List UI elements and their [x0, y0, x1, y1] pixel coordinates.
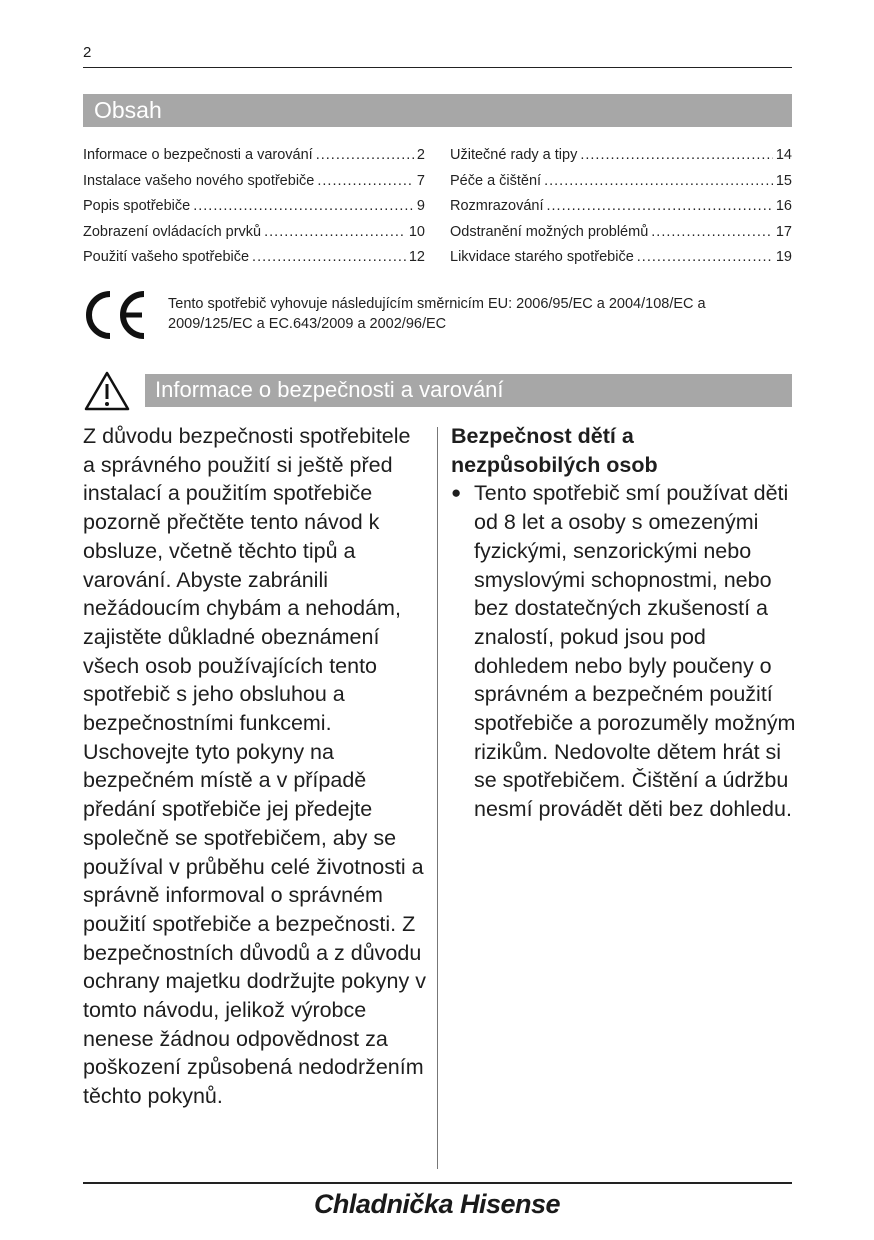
toc-entry[interactable] — [450, 249, 792, 275]
column-divider — [437, 427, 438, 1169]
toc-entry-label: Zobrazení ovládacích prvků — [83, 223, 262, 240]
toc-header-bar — [83, 94, 792, 127]
toc-entry-page: 17 — [775, 223, 792, 240]
toc-entry-label: Informace o bezpečnosti a varování — [83, 147, 313, 163]
toc-entry-page: 14 — [775, 147, 792, 163]
safety-section-title: Informace o bezpečnosti a varování — [155, 377, 504, 402]
toc-entry-page: 12 — [408, 249, 425, 265]
toc-entry[interactable] — [83, 147, 425, 173]
page-number: 2 — [83, 44, 92, 61]
footer-title: Chladnička Hisense — [313, 1189, 561, 1219]
toc-entry-label: Užitečné rady a tipy — [450, 147, 578, 163]
toc-entry[interactable] — [450, 147, 792, 173]
children-safety-heading: Bezpečnost dětí a nezpůsobilých osob — [451, 424, 658, 477]
list-item — [451, 479, 796, 823]
children-safety-section — [451, 422, 796, 824]
toc-left-column — [83, 147, 425, 275]
top-divider — [83, 67, 792, 68]
children-safety-text: Tento spotřebič smí používat děti od 8 let a osoby s omezenými fyzickými, senzorickými nebo smyslovými schopnostmi, nebo bez dostatečných zkušeností a znalostí, pokud jsou pod dohledem nebo byly poučeny o správném a bezpečném použití spotřebiče a porozuměly možným rizikům. Nedovolte dětem hrát si se spotřebičem. Čištění a údržbu nesmí provádět děti bez dohledu. — [474, 481, 796, 822]
toc-entry[interactable] — [450, 198, 792, 224]
toc-title: Obsah — [94, 97, 162, 123]
toc-entry-label: Odstranění možných problémů — [450, 223, 649, 240]
toc-entry[interactable] — [450, 173, 792, 199]
toc-entry-label: Rozmrazování — [450, 198, 544, 214]
toc-entry[interactable] — [83, 198, 425, 224]
ce-mark-icon — [82, 290, 152, 340]
toc-entry-label: Použití vašeho spotřebiče — [83, 249, 250, 265]
toc-entry-label: Popis spotřebiče — [83, 198, 191, 214]
toc-entry-page: 16 — [775, 198, 792, 214]
toc-entry-label: Likvidace starého spotřebiče — [450, 249, 634, 265]
toc-entry-page: 19 — [775, 249, 792, 265]
safety-header-bar — [145, 374, 792, 407]
toc-entry[interactable] — [83, 224, 425, 250]
toc-entry-page: 15 — [775, 172, 792, 189]
ce-compliance-text: Tento spotřebič vyhovuje následujícím směrnicím EU: 2006/95/EC a 2004/108/EC a 2009/125/EC a EC.643/2009 a 2002/96/EC — [168, 296, 706, 332]
toc-entry[interactable] — [83, 249, 425, 275]
safety-intro-paragraph: Z důvodu bezpečnosti spotřebitele a správného použití si ještě před instalací a použitím spotřebiče pozorně přečtěte tento návod k obsluze, včetně těchto tipů a varování. Abyste zabránili nežádoucím chybám a nehodám, zajistěte důkladné obeznámení všech osob používajících tento spotřebič s jeho obsluhou a bezpečnostními funkcemi. Uschovejte tyto pokyny na bezpečném místě a v případě předání spotřebiče jej předejte společně se spotřebičem, aby se používal v průběhu celé životnosti a správně informoval o správném použití spotřebiče a bezpečnosti. Z bezpečnostních důvodů a z důvodu ochrany majetku dodržujte pokyny v tomto návodu, jelikož výrobce nenese žádnou odpovědnost za poškození způsobená nedodržením těchto pokynů. — [83, 424, 426, 1109]
toc-right-column — [450, 147, 792, 275]
toc-entry-page: 2 — [416, 147, 425, 163]
toc-entry[interactable] — [83, 173, 425, 199]
bullet-icon: ● — [451, 483, 462, 503]
bottom-divider — [83, 1182, 792, 1184]
warning-triangle-icon — [84, 371, 130, 411]
toc-entry-page: 10 — [408, 223, 425, 240]
toc-entry-label: Péče a čištění — [450, 172, 542, 189]
toc-entry-page: 7 — [416, 172, 425, 189]
toc-entry-label: Instalace vašeho nového spotřebiče — [83, 172, 315, 189]
toc-entry[interactable] — [450, 224, 792, 250]
toc-entry-page: 9 — [416, 198, 425, 214]
